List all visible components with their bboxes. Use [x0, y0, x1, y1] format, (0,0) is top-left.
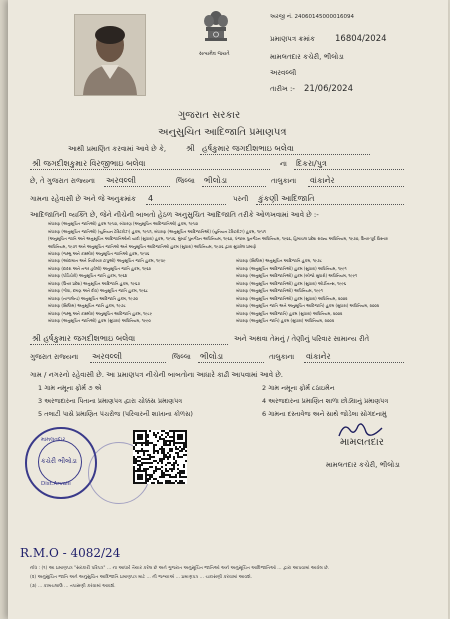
applicant-name-field-2	[30, 333, 228, 345]
order-line-right: બંધારણ (અનુસૂચિત આદિજાતિઓ) અધિનિયમ, ૧૯૯૧	[236, 288, 323, 293]
applicant-name-2: શ્રી હર્ષકુમાર જગદીશભાઇ બલેવા	[32, 334, 136, 343]
handwritten-reference: R.M.O - 4082/24	[20, 546, 121, 560]
application-number: અરજી નં. 24060145000016094	[270, 14, 354, 20]
seal-line-3: Dist.Arvalli	[41, 481, 71, 487]
seal-line-1: મામલતદાર	[41, 437, 66, 443]
order-line-left: બંધારણ (દાદરા અને નગર હવેલી) અનુસૂચિત જાતિ હુકમ, ૧૯૬૨	[48, 265, 151, 271]
order-line-left: બંધારણ (જમ્મુ અને કાશ્મીર) અનુસૂચિત આદિજાતિ હુકમ, ૧૯૮૯	[48, 310, 153, 316]
father-name-field	[30, 158, 270, 170]
national-emblem-icon	[201, 8, 231, 54]
order-line: બંધારણ (જમ્મુ અને કાશ્મીર) અનુસૂચિત જાતિઓ હુકમ, ૧૯૫૬	[48, 251, 150, 256]
gaam-text: ગામના રહેવાસી છે અને જે અનુક્રમાંક	[30, 195, 136, 203]
issue-date: 21/06/2024	[304, 84, 353, 94]
district-name: અરવલ્લી	[106, 176, 137, 185]
footnote-line: નોંધ : (૧) આ પ્રમાણપત્ર "સરકારી પરિપત્ર" ... ના આધારે તૈયાર કરેલ છે અને ગુજરાત અનુસૂચિત જાતિઓ અને અનુસૂચિત આદિજાતિઓ ... દ્વારા આપવામાં આવેલ છે.	[30, 566, 330, 571]
order-line-right: બંધારણ (અનુસૂચિત આદિજાતિઓ) હુકમ (બીજો સુધારો) અધિનિયમ, ૧૯૯૧	[236, 273, 358, 278]
basis-item: 1 ગામ નમૂના ફોર્મ ૭ એ	[38, 384, 102, 392]
district-field-2	[90, 351, 166, 363]
order-line-right: બંધારણ (અનુસૂચિત આદિજાતિઓ) હુકમ (સુધારા) અધિનિયમ, ૧૯૯૧	[236, 265, 347, 271]
certificate-number: 16804/2024	[335, 34, 387, 44]
emblem-caption: સત્યમેવ જયતે	[199, 51, 230, 57]
basis-item: 5 તલાટી પાસે પ્રમાણિત પંચરોજ (પરિવારની શાખાના કોળસ)	[38, 410, 193, 418]
district-name-2: અરવલ્લી	[92, 352, 123, 361]
order-line: બંધારણ (અનુસૂચિત જાતિઓ) હુકમ ૧૯૫૦, બંધારણ (અનુસૂચિત આદિજાતિઓ) હુકમ, ૧૯૫૦	[48, 221, 199, 226]
qr-code	[133, 430, 187, 484]
jati-label: પરની	[233, 195, 249, 203]
date-label: તારીખ :-	[270, 85, 295, 93]
district-label: જિલ્લા	[176, 177, 195, 185]
basis-item: 2 ગામ નમૂના ફોર્મ ૮ઠાઇમેન	[262, 384, 335, 392]
order-line-left: બંધારણ (નાગાલેન્ડ) અનુસૂચિત આદિજાતિ હુકમ, ૧૯૭૦	[48, 295, 138, 301]
basis-item: 4 અરજદારના પ્રમાણિત શાળા છોડ્યાનું પ્રમાણપત્ર	[262, 397, 389, 405]
relation: દિકરા/પુત્ર	[296, 159, 327, 168]
tribe-field	[256, 193, 404, 205]
father-name: શ્રી જગદીશકુમાર વિરજીભાઇ બલેવા	[32, 159, 146, 168]
certificate-number-label: પ્રમાણપત્ર ક્રમાંક	[270, 35, 315, 43]
footnote-line: (૩) ... કામચલાઉ ... તપાસણી કરવામાં આવશે.	[30, 584, 116, 589]
state-text-2: ગુજરાત રાજ્યના	[30, 353, 79, 361]
government-title: ગુજરાત સરકાર	[178, 110, 241, 121]
order-line-right: બંધારણ (સિક્કિમ) અનુસૂચિત આદિજાતિ હુકમ, ૧૯૭૮	[236, 258, 323, 263]
order-line: બંધારણ (અનુસૂચિત જાતિઓ) (યુનિયન ટેરિટરીઝ) હુકમ, ૧૯૫૧, બંધારણ (અનુસૂચિત આદિજાતિઓ) (યુનિયન ટેરિટરીઝ) હુકમ, ૧૯૫૧	[48, 228, 266, 234]
footnote-line: (૨) અનુસુચિત જાતિ અને અનુસુચિત આદિજાતિ પ્રમાણપત્ર માટે ... ની જગ્યાએ ... પ્રમાણપત્ર ... ચકાસણી કરવામાં આવશે.	[30, 575, 253, 580]
serial-field	[146, 193, 226, 205]
order-line: અધિનિયમ, ૧૯૭૧ અને અનુસૂચિત જાતિઓ અને અનુસૂચિત આદિજાતિઓ હુકમ (સુધારા) અધિનિયમ, ૧૯૭૬ દ્વારા સુધારેલ પ્રમાણે	[48, 243, 257, 249]
office-line-2: અરવલ્લી	[270, 69, 297, 77]
state-text: છે, તે ગુજરાત રાજ્યના	[30, 177, 95, 185]
order-line: (અનુસૂચિત જાતિ અને અનુસૂચિત આદિજાતિઓની યાદી (સુધારા) હુકમ, ૧૯૫૬, મુંબઈ પુનર્ગઠન અધિનિયમ, ૧૯૬૦, પંજાબ પુનર્ગઠન અધિનિયમ, ૧૯૬૬, હિમાચલ પ્રદેશ રાજ્ય અધિનિયમ, ૧૯૭૦, ઉત્તર-પૂર્વ વિસ્તાર	[48, 236, 388, 241]
certify-text: આથી પ્રમાણિત કરવામાં આવે છે કે,	[68, 145, 167, 153]
order-line-right: બંધારણ (અનુસૂચિત જાતિ અને અનુસૂચિત આદિજાતિ) હુકમ (સુધારા) અધિનિયમ, ૨૦૦૨	[236, 303, 380, 308]
taluka-field-2	[198, 351, 264, 363]
district-label-2: જિલ્લા	[172, 353, 191, 361]
order-line-right: બંધારણ (અનુસૂચિત આદિજાતિઓ) હુકમ (સુધારા) અધિનિયમ, ૨૦૦૨	[236, 295, 348, 301]
order-line-right: બંધારણ (અનુસૂચિત આદિજાતિ) હુકમ (સુધારા) અધિનિયમ, ૨૦૦૨	[236, 310, 343, 316]
relation-field	[294, 158, 404, 170]
village-name: વાંકાનેર	[310, 176, 335, 185]
seal-line-2: કચેરી ભીલોડા	[41, 457, 77, 465]
tribe-name: કુંકણી આદિજાતિ	[258, 194, 315, 203]
taluka-field	[202, 175, 266, 187]
office-seal	[25, 427, 97, 499]
certificate-sheet	[8, 0, 448, 619]
taluka-label-2: તાલુકાના	[269, 353, 295, 361]
order-line-right: બંધારણ (અનુસૂચિત આદિજાતિઓ) હુકમ (સુધારા) ઓર્ડીનન્સ, ૧૯૯૬	[236, 280, 347, 286]
signature-title: મામલતદાર	[340, 437, 384, 448]
district-field	[104, 175, 170, 187]
order-line-left: બંધારણ (ઉત્તર પ્રદેશ) અનુસૂચિત આદિજાતિ હુકમ, ૧૯૬૭	[48, 280, 140, 286]
signature-office: મામલતદાર કચેરી, ભીલોડા	[326, 461, 400, 469]
serial-number: 4	[148, 194, 154, 203]
basis-text: ગામ / નગરનો રહેવાસી છે. આ પ્રમાણપત્ર નીચેની બાબતોના આધારે કાઢી આપવામાં આવે છે.	[30, 371, 283, 379]
family-text: અને અથવા તેમનું / તેણીનું પરિવાર સામાન્ય રીતે	[234, 335, 370, 343]
notified-text: આદિજાતિની વ્યક્તિ છે, જેને નીચેની બાબતો હેઠળ અનુસુચિત આદિજાતિ તરીકે ઓળખવામાં આવે છે :-	[30, 211, 319, 219]
order-line-left: બંધારણ (ગોવા, દમણ અને દીવ) અનુસૂચિત જાતિ હુકમ, ૧૯૬૮	[48, 288, 148, 293]
village-field	[308, 175, 404, 187]
document-title: અનુસુચિત આદિજાતિ પ્રમાણપત્ર	[158, 127, 287, 138]
basis-item: 6 ગામના દસ્તાવેજ અને સાથે જોડેલા સોગંદનામું	[262, 410, 387, 418]
basis-item: 3 અરજદારના પિતાના પ્રમાણપત્ર દ્વારા ચોક્કસ પ્રમાણપત્ર	[38, 397, 183, 405]
taluka-label: તાલુકાના	[271, 177, 297, 185]
office-line-1: મામલતદાર કચેરી, ભીલોડા	[270, 53, 344, 61]
taluka-name: ભીલોડા	[204, 176, 228, 185]
order-line-right: બંધારણ (અનુસૂચિત જાતિ) હુકમ (સુધારા) અધિનિયમ, ૨૦૦૨	[236, 318, 335, 323]
shri-label: શ્રી	[186, 144, 195, 153]
applicant-photo	[74, 14, 146, 96]
order-line-left: બંધારણ (સિક્કિમ) અનુસૂચિત જાતિ હુકમ, ૧૯૭૮	[48, 303, 126, 308]
village-name-2: વાંકાનેર	[306, 352, 331, 361]
applicant-name: હર્ષકુમાર જગદીશભાઇ બલેવા	[202, 144, 294, 153]
order-line-left: બંધારણ (પોંડિચેરી) અનુસૂચિત જાતિ હુકમ, ૧૯૬૪	[48, 273, 128, 278]
order-line-left: બંધારણ (અનુસૂચિત જાતિઓ) હુકમ (સુધારા) અધિનિયમ, ૧૯૯૦	[48, 318, 151, 323]
na-label: ના	[280, 160, 287, 168]
applicant-name-field	[200, 143, 370, 155]
village-field-2	[304, 351, 404, 363]
taluka-name-2: ભીલોડા	[200, 352, 224, 361]
order-line-left: બંધારણ (આંદામાન અને નિકોબાર ટાપુઓ) અનુસૂચિત જાતિ હુકમ, ૧૯૫૯	[48, 258, 166, 263]
